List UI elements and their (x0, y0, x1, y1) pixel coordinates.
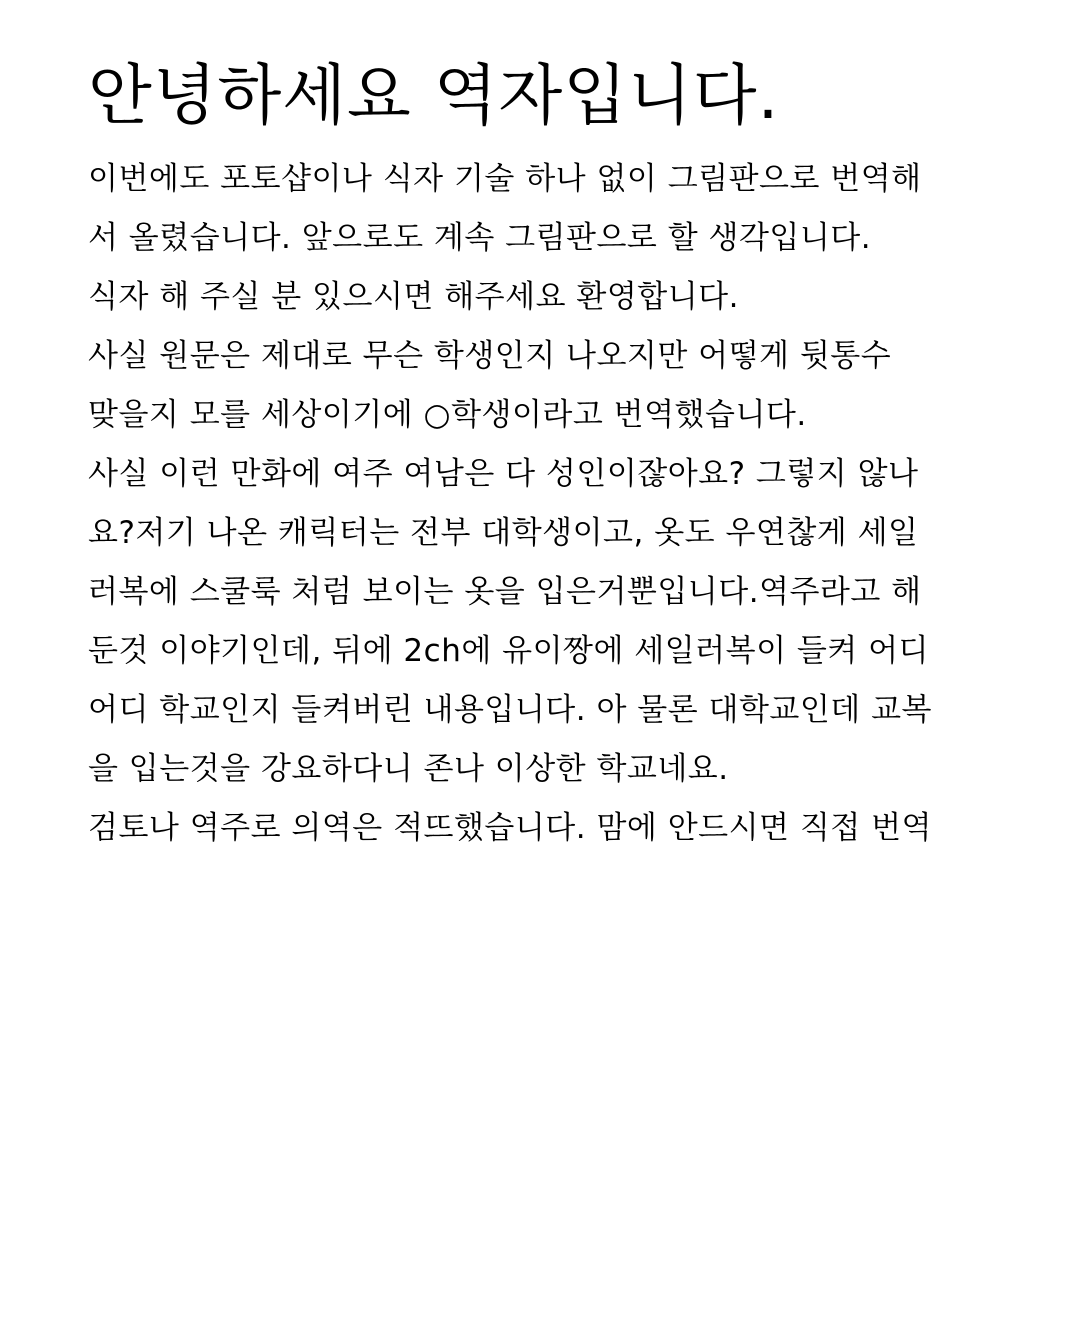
text-line: 식자 해 주실 분 있으시면 해주세요 환영합니다. (88, 279, 739, 315)
text-line: 어디 학교인지 들켜버린 내용입니다. 아 물론 대학교인데 교복 (88, 692, 932, 728)
text-line: 서 올렸습니다. 앞으로도 계속 그림판으로 할 생각입니다. (88, 220, 872, 256)
text-line: 사실 이런 만화에 여주 여남은 다 성인이잖아요? 그렇지 않나 (88, 456, 919, 492)
text-line: 을 입는것을 강요하다니 존나 이상한 학교네요. (88, 751, 729, 787)
text-line-cut-off: 검토나 역주로 의역은 적뜨했습니다. 맘에 안드시면 직접 번역 (88, 810, 932, 846)
text-line: 사실 원문은 제대로 무슨 학생인지 나오지만 어떻게 뒷통수 (88, 338, 892, 374)
text-line: 이번에도 포토샵이나 식자 기술 하나 없이 그림판으로 번역해 (88, 161, 922, 197)
text-line: 요?저기 나온 캐릭터는 전부 대학생이고, 옷도 우연찮게 세일 (88, 515, 919, 551)
text-line: 러복에 스쿨룩 처럼 보이는 옷을 입은거뿐입니다.역주라고 해 (88, 574, 922, 610)
body-text (88, 150, 988, 846)
text-line: 맞을지 모를 세상이기에 ○학생이라고 번역했습니다. (88, 397, 807, 433)
page-title: 안녕하세요 역자입니다. (88, 57, 780, 134)
text-line: 둔것 이야기인데, 뒤에 2ch에 유이짱에 세일러복이 들켜 어디 (88, 633, 930, 669)
